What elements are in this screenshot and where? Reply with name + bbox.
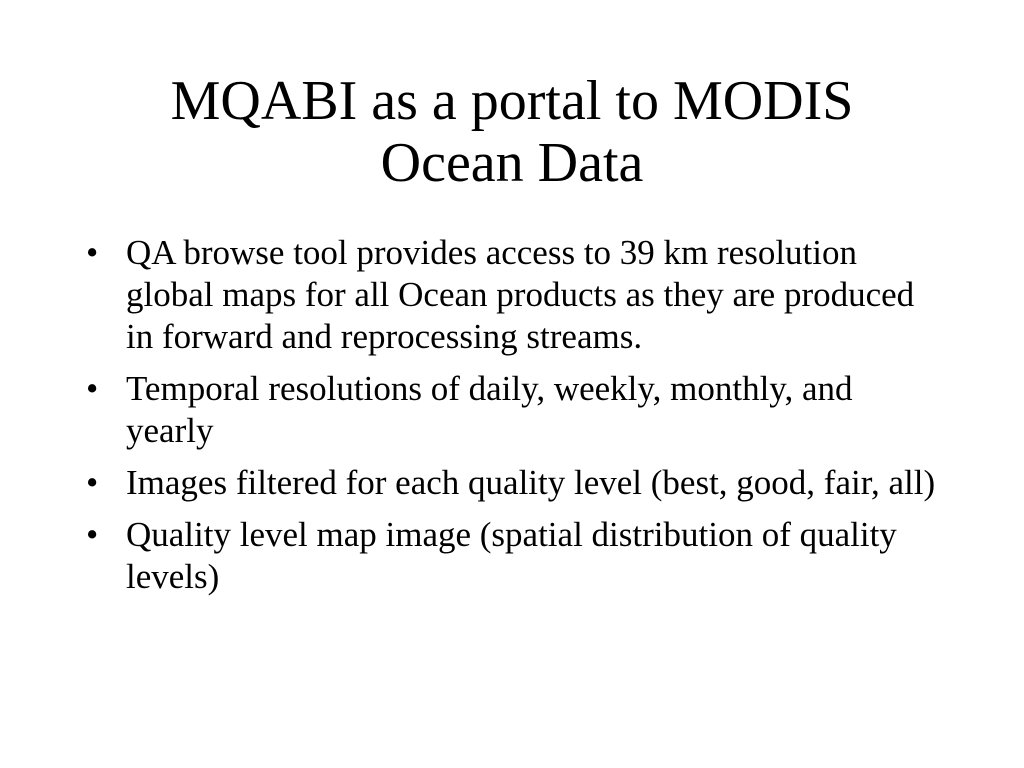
slide-title	[90, 70, 934, 194]
bullet-dot-icon: •	[86, 233, 99, 272]
bullet-dot-icon: •	[86, 515, 99, 554]
slide-title-line-2: Ocean Data	[380, 132, 644, 194]
bullet-text: QA browse tool provides access to 39 km resolution global maps for all Ocean products as they are produced in forward and reprocessing streams.	[126, 233, 915, 356]
bullet-item	[86, 462, 946, 504]
bullet-item	[86, 368, 946, 452]
bullet-item	[86, 514, 946, 598]
bullet-text: Quality level map image (spatial distribution of quality levels)	[126, 515, 897, 596]
bullet-dot-icon: •	[86, 369, 99, 408]
bullet-dot-icon: •	[86, 463, 99, 502]
slide-title-line-1: MQABI as a portal to MODIS	[170, 70, 854, 132]
bullet-text: Images filtered for each quality level (best, good, fair, all)	[126, 463, 936, 502]
bullet-list	[86, 232, 946, 608]
bullet-text: Temporal resolutions of daily, weekly, monthly, and yearly	[126, 369, 853, 450]
bullet-item	[86, 232, 946, 358]
